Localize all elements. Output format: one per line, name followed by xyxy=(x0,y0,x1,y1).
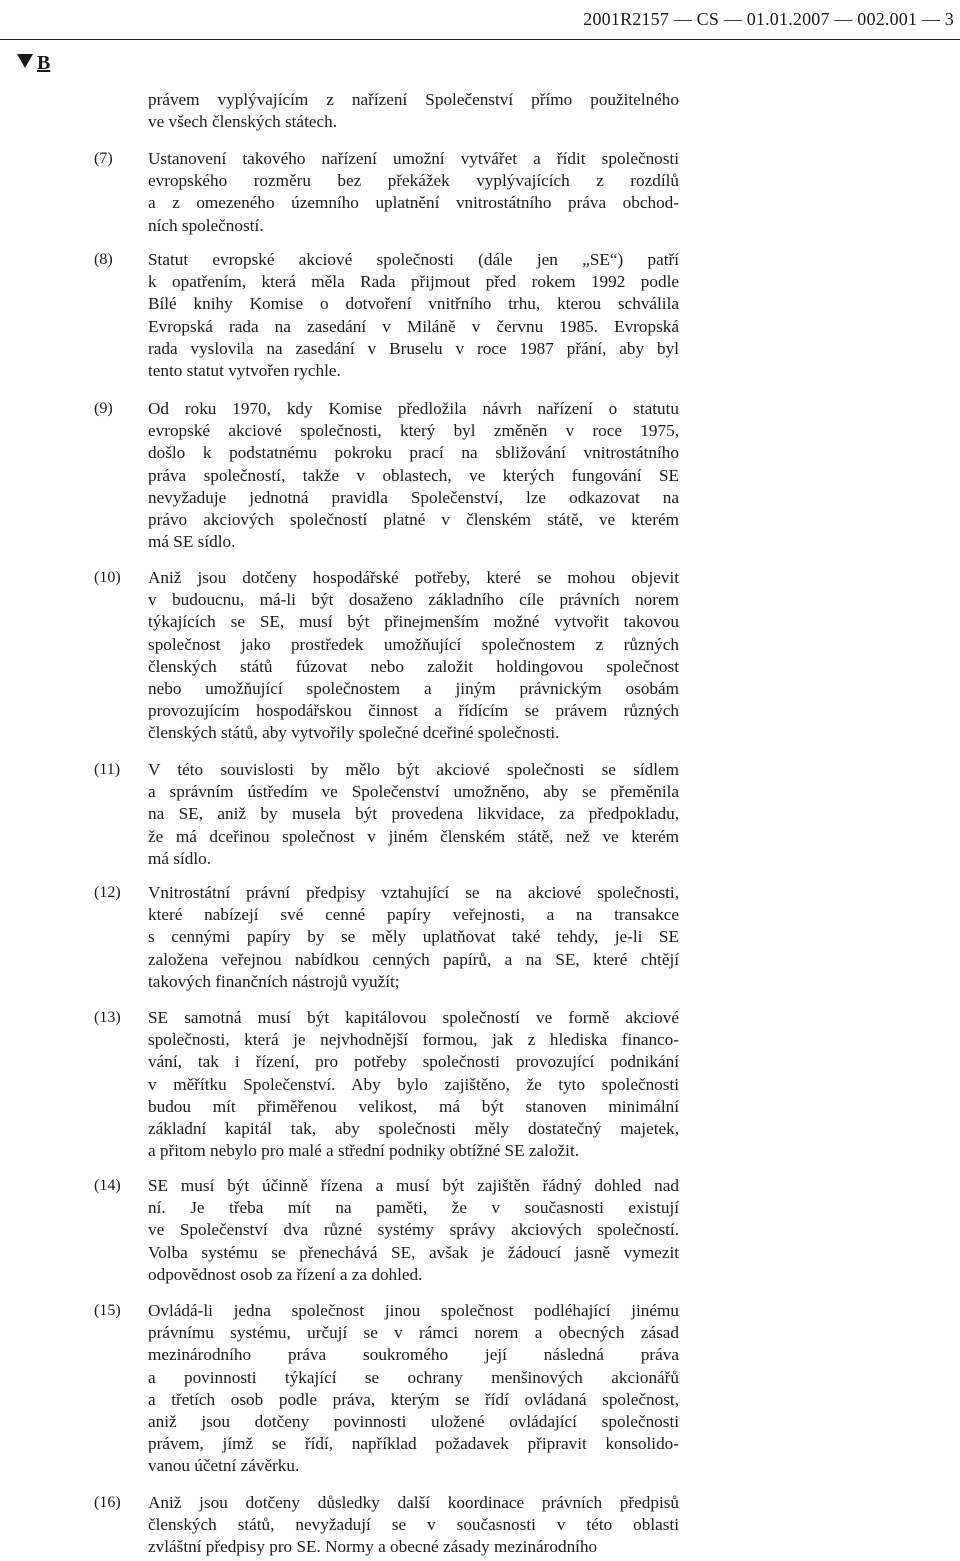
recital-text-line: právem vyplývajícím z nařízení Společenství přímo použitelného xyxy=(148,90,679,109)
recital-text-line: členských států, aby vytvořily společné dceřiné společnosti. xyxy=(148,723,560,743)
recital-text-line: budou mít přiměřenou velikost, má být stanoven minimální xyxy=(148,1096,679,1116)
recital-text-line: a z omezeného územního uplatnění vnitrostátního práva obchod- xyxy=(148,193,679,213)
recital-text-line: a přitom nebylo pro malé a střední podniky obtížné SE založit. xyxy=(148,1141,580,1161)
recital-text-line: Ovládá-li jedna společnost jinou společnost podléhající jinému xyxy=(148,1301,679,1320)
recital-text-line: s cennými papíry by se měly uplatňovat také tehdy, je-li SE xyxy=(148,927,679,947)
recital-number: (8) xyxy=(94,251,113,268)
recital-text-line: že má dceřinou společnost v jiném členském státě, než ve kterém xyxy=(148,826,679,846)
recital-text-line: SE samotná musí být kapitálovou společností ve formě akciové xyxy=(148,1008,679,1027)
recital-text-line: odpovědnost osob za řízení a za dohled. xyxy=(148,1264,423,1284)
recital-text-line: došlo k podstatnému pokroku prací na sbližování vnitrostátního xyxy=(148,443,679,463)
recital-text-line: mezinárodního práva soukromého její následná práva xyxy=(148,1345,679,1365)
recital-number: (7) xyxy=(94,150,113,167)
recital-text-line: Od roku 1970, kdy Komise předložila návrh nařízení o statutu xyxy=(148,399,679,418)
recital-text-line: SE musí být účinně řízena a musí být zajištěn řádný dohled nad xyxy=(148,1176,679,1195)
recital-text-line: členských států, nevyžadují se v současnosti v této oblasti xyxy=(148,1515,679,1535)
recital-text-line: má sídlo. xyxy=(148,848,212,868)
recital-text-line: společnost jako prostředek umožňující společnostem z různých xyxy=(148,634,679,654)
recital-text-line: a třetích osob podle práva, kterým se řídí ovládaná společnost, xyxy=(148,1389,679,1409)
recital-text-line: Ustanovení takového nařízení umožní vytvářet a řídit společnosti xyxy=(148,149,679,168)
recital-number: (10) xyxy=(94,569,121,586)
recital-text-line: rada vyslovila na zasedání v Bruselu v roce 1987 přání, aby byl xyxy=(148,338,679,358)
recital-text-line: právo akciových společností platné v členském státě, ve kterém xyxy=(148,510,679,529)
recital-text-line: ní. Je třeba mít na paměti, že v současnosti existují xyxy=(148,1198,679,1218)
recital-text-line: tento statut vytvořen rychle. xyxy=(148,361,341,380)
recital-text-line: Evropská rada na zasedání v Miláně v červnu 1985. Evropská xyxy=(148,316,679,336)
recital-text-line: vanou účetní závěrku. xyxy=(148,1456,300,1476)
recital-text-line: právem, jímž se řídí, například požadavek připravit konsolido- xyxy=(148,1434,679,1454)
recital-number: (15) xyxy=(94,1302,121,1319)
document-reference: 2001R2157 — CS — 01.01.2007 — 002.001 — 3 xyxy=(583,9,954,29)
recital-text-line: Statut evropské akciové společnosti (dále jen „SE“) patří xyxy=(148,250,679,269)
recital-text-line: Aniž jsou dotčeny hospodářské potřeby, které se mohou objevit xyxy=(148,568,679,587)
recital-text-line: na SE, aniž by musela být provedena likvidace, za předpokladu, xyxy=(148,804,679,824)
header-rule xyxy=(0,39,960,40)
recital-text-line: má SE sídlo. xyxy=(148,532,236,552)
recital-text-line: založena veřejnou nabídkou cenných papírů, a na SE, které chtějí xyxy=(148,949,679,969)
recital-number: (16) xyxy=(94,1494,121,1511)
recital-text-line: zvláštní předpisy pro SE. Normy a obecné zásady mezinárodního xyxy=(148,1537,598,1557)
recital-text-line: v měřítku Společenství. Aby bylo zajištěno, že tyto společnosti xyxy=(148,1074,679,1094)
recital-text-line: takových finančních nástrojů využít; xyxy=(148,971,400,991)
recital-text-line: evropské akciové společnosti, který byl změněn v roce 1975, xyxy=(148,421,679,441)
recital-text-line: nevyžaduje jednotná pravidla Společenství, lze odkazovat na xyxy=(148,487,679,507)
recital-text-line: práva společností, takže v oblastech, ve kterých fungování SE xyxy=(148,465,679,485)
recital-number: (13) xyxy=(94,1009,121,1026)
recital-text-line: členských států fúzovat nebo založit holdingovou společnost xyxy=(148,656,679,676)
recital-text-line: evropského rozměru bez překážek vyplývajících z rozdílů xyxy=(148,171,679,191)
recital-number: (14) xyxy=(94,1177,121,1194)
recital-text-line: a správním ústředím ve Společenství umožněno, aby se přeměnila xyxy=(148,782,679,802)
triangle-down-icon xyxy=(17,54,33,68)
recital-text-line: ve všech členských státech. xyxy=(148,112,337,132)
page-header xyxy=(0,0,960,42)
recital-text-line: nebo umožňující společnostem a jiným právnickým osobám xyxy=(148,679,679,698)
amendment-marker-letter[interactable]: B xyxy=(37,52,51,74)
recital-number: (12) xyxy=(94,884,121,901)
recital-text-line: v budoucnu, má-li být dosaženo základního cíle právních norem xyxy=(148,590,679,610)
recital-text-line: které nabízejí své cenné papíry veřejnosti, a na transakce xyxy=(148,905,679,925)
recital-text-line: k opatřením, která měla Rada přijmout před rokem 1992 podle xyxy=(148,272,679,292)
recital-text-line: provozujícím hospodářskou činnost a řídícím se právem různých xyxy=(148,701,679,721)
recital-text-line: Vnitrostátní právní předpisy vztahující se na akciové společnosti, xyxy=(148,883,679,902)
recital-text-line: ve Společenství dva různé systémy správy akciových společností. xyxy=(148,1220,679,1240)
recital-text-line: základní kapitál tak, aby společnosti měly dostatečný majetek, xyxy=(148,1119,679,1138)
recital-text-line: Bílé knihy Komise o dotvoření vnitřního trhu, kterou schválila xyxy=(148,294,679,314)
recital-text-line: Aniž jsou dotčeny důsledky další koordinace právních předpisů xyxy=(148,1493,679,1512)
recital-text-line: a povinnosti týkající se ochrany menšinových akcionářů xyxy=(148,1367,679,1387)
recital-text-line: společnosti, která je nejvhodnější formou, jak z hlediska financo- xyxy=(148,1030,679,1050)
recital-text-line: V této souvislosti by mělo být akciové společnosti se sídlem xyxy=(148,760,679,779)
recital-number: (9) xyxy=(94,400,113,417)
recital-text-line: právnímu systému, určují se v rámci norem a obecných zásad xyxy=(148,1323,679,1343)
recital-text-line: Volba systému se přenechává SE, avšak je žádoucí jasně vymezit xyxy=(148,1242,679,1262)
recital-text-line: týkajících se SE, musí být přinejmenším možné vytvořit takovou xyxy=(148,612,679,632)
recital-number: (11) xyxy=(94,761,121,778)
amendment-marker xyxy=(17,52,50,75)
recital-text-line: aniž jsou dotčeny povinnosti uložené ovládající společnosti xyxy=(148,1412,679,1431)
recital-text-line: ních společností. xyxy=(148,215,264,235)
recital-text-line: vání, tak i řízení, pro potřeby společnosti provozující podnikání xyxy=(148,1052,679,1072)
